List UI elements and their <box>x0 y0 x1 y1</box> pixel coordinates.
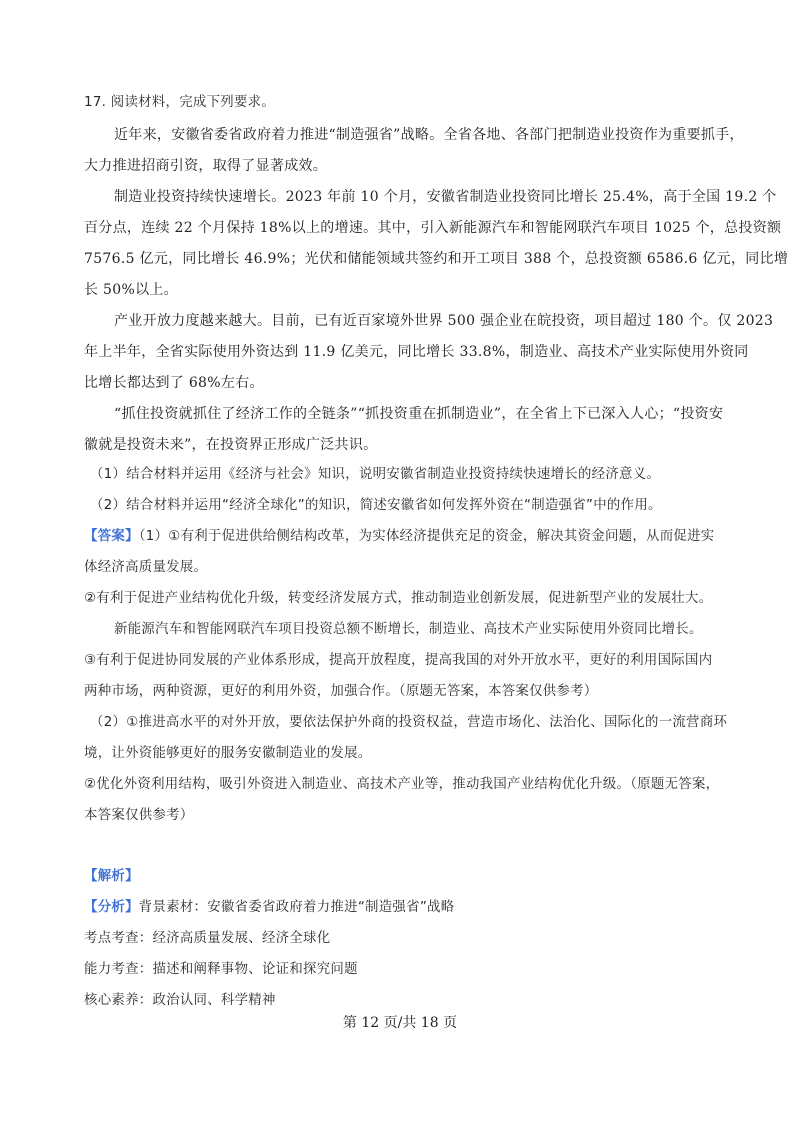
requirement-1: （1）结合材料并运用《经济与社会》知识，说明安徽省制造业投资持续快速增长的经济意义。 <box>90 467 661 482</box>
answer-line: 两种市场，两种资源，更好的利用外资，加强合作。（原题无答案，本答案仅供参考） <box>84 684 598 699</box>
answer-line: （2）①推进高水平的对外开放，要依法保护外商的投资权益，营造市场化、法治化、国际化的一流营商环 <box>90 715 728 730</box>
material-line: 产业开放力度越来越大。目前，已有近百家境外世界 500 强企业在皖投资，项目超过 180 个。仅 2023 <box>114 313 774 329</box>
material-line: 制造业投资持续快速增长。2023 年前 10 个月，安徽省制造业投资同比增长 25.4%，高于全国 19.2 个 <box>114 189 777 205</box>
material-line: 百分点，连续 22 个月保持 18%以上的增速。其中，引入新能源汽车和智能网联汽车项目 1025 个，总投资额 <box>84 220 782 236</box>
material-line: 徽就是投资未来”，在投资界正形成广泛共识。 <box>84 437 378 453</box>
answer-line: ③有利于促进协同发展的产业体系形成，提高开放程度，提高我国的对外开放水平，更好的利用国际国内 <box>84 653 713 668</box>
page-number: 第 12 页/共 18 页 <box>342 1015 458 1031</box>
answer-line: 体经济高质量发展。 <box>84 560 208 575</box>
material-line: 比增长都达到了 68%左右。 <box>84 375 264 391</box>
answer-text: （1）①有利于促进供给侧结构改革，为实体经济提供充足的资金，解决其资金问题，从而促进实 <box>138 529 715 544</box>
material-line: 近年来，安徽省委省政府着力推进“制造强省”战略。全省各地、各部门把制造业投资作为重要抓手， <box>114 127 744 143</box>
analysis-heading <box>84 867 724 887</box>
answer-line: 境，让外资能够更好的服务安徽制造业的发展。 <box>84 746 372 761</box>
analysis-line: 能力考查：描述和阐释事物、论证和探究问题 <box>84 962 358 977</box>
answer-line <box>84 527 724 547</box>
material-line: “抓住投资就抓住了经济工作的全链条”“抓投资重在抓制造业”，在全省上下已深入人心；“投资安 <box>114 406 724 422</box>
material-line: 年上半年，全省实际使用外资达到 11.9 亿美元，同比增长 33.8%，制造业、高技术产业实际使用外资同 <box>84 344 749 360</box>
material-line: 大力推进招商引资，取得了显著成效。 <box>84 158 328 174</box>
answer-line: ②优化外资利用结构，吸引外资进入制造业、高技术产业等，推动我国产业结构优化升级。（原题无答案， <box>84 777 720 792</box>
requirement-2: （2）结合材料并运用“经济全球化”的知识，简述安徽省如何发挥外资在“制造强省”中的作用。 <box>90 498 662 513</box>
answer-line: 新能源汽车和智能网联汽车项目投资总额不断增长，制造业、高技术产业实际使用外资同比增长。 <box>114 622 703 637</box>
analysis-line <box>84 898 724 918</box>
question-title: 17. 阅读材料，完成下列要求。 <box>84 95 276 110</box>
analysis-line: 核心素养：政治认同、科学精神 <box>84 993 276 1008</box>
material-line: 长 50%以上。 <box>84 282 178 298</box>
answer-tag: 【答案】 <box>84 529 139 544</box>
fenxi-text: 背景素材：安徽省委省政府着力推进“制造强省”战略 <box>138 900 455 915</box>
analysis-tag: 【解析】 <box>84 869 139 884</box>
fenxi-tag: 【分析】 <box>84 900 139 915</box>
answer-line: 本答案仅供参考） <box>84 808 194 823</box>
material-line: 7576.5 亿元，同比增长 46.9%；光伏和储能领域共签约和开工项目 388 个，总投资额 6586.6 亿元，同比增 <box>84 251 789 267</box>
answer-line: ②有利于促进产业结构优化升级，转变经济发展方式，推动制造业创新发展，促进新型产业的发展壮大。 <box>84 591 713 606</box>
analysis-line: 考点考查：经济高质量发展、经济全球化 <box>84 931 331 946</box>
